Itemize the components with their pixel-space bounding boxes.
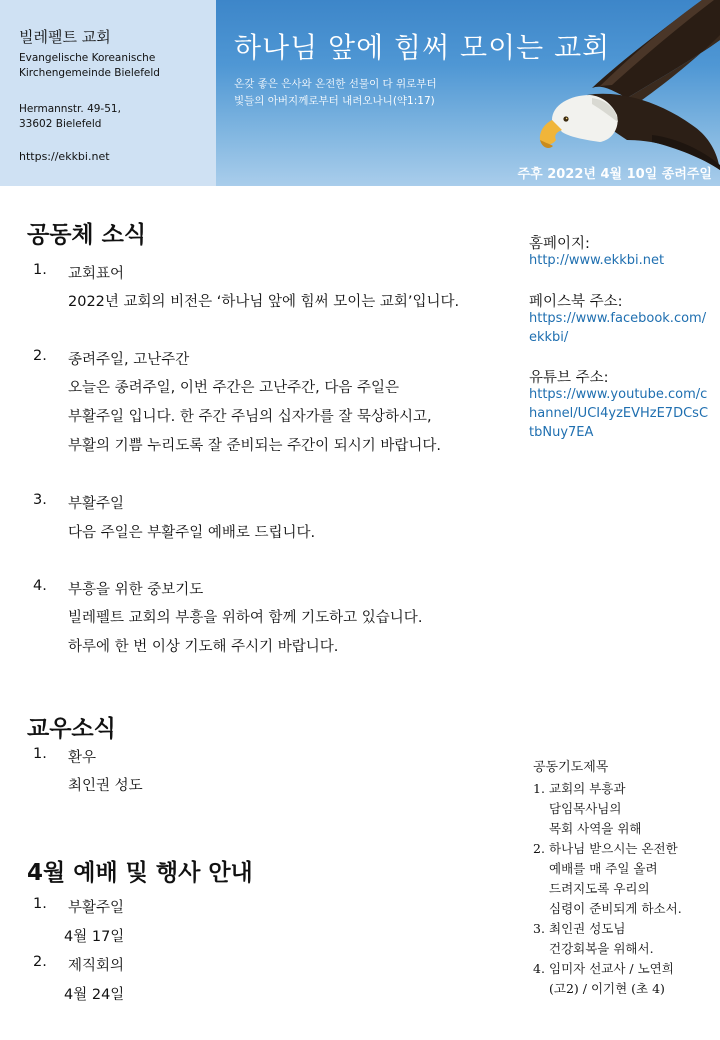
event-item-1-date: 4월 17일	[64, 929, 125, 945]
community-item-2-text-2: 부활주일 입니다. 한 주간 주님의 십자가를 잘 묵상하시고,	[68, 409, 432, 425]
community-item-3-title: 부활주일	[68, 496, 125, 512]
community-item-4-text-2: 하루에 한 번 이상 기도해 주시기 바랍니다.	[68, 639, 339, 655]
service-date: 주후 2022년 4월 10일 종려주일	[517, 167, 712, 182]
community-item-3-text: 다음 주일은 부활주일 예배로 드립니다.	[68, 525, 316, 541]
header-banner	[216, 0, 720, 186]
community-item-1-title: 교회표어	[68, 266, 125, 282]
youtube-link[interactable]: https://www.youtube.com/channel/UCI4yzEVHzE7DCsCtbNuy7EA	[529, 387, 709, 440]
event-item-2-title: 제직회의	[68, 958, 125, 974]
community-item-2-number: 2.	[33, 348, 47, 364]
community-item-3-number: 3.	[33, 492, 47, 508]
prayer-item-number: 1.	[533, 781, 545, 796]
church-german-name-2: Kirchengemeinde Bielefeld	[19, 67, 160, 79]
prayer-item-text: 하나님 받으시는 온전한 예배를 매 주일 올려 드려지도록 우리의 심령이 준비되게 하소서.	[549, 841, 682, 916]
community-item-2-title: 종려주일, 고난주간	[68, 352, 190, 368]
member-item-1-title: 환우	[68, 750, 97, 766]
prayer-item	[533, 919, 682, 959]
church-info-panel	[0, 0, 216, 186]
prayer-item-number: 4.	[533, 961, 545, 976]
event-item-2-number: 2.	[33, 954, 47, 970]
community-item-4-text-1: 빌레펠트 교회의 부흥을 위하여 함께 기도하고 있습니다.	[68, 610, 423, 626]
church-website[interactable]: https://ekkbi.net	[19, 150, 110, 163]
prayer-item	[533, 779, 682, 839]
church-german-name-1: Evangelische Koreanische	[19, 52, 156, 64]
church-name: 빌레펠트 교회	[19, 28, 111, 46]
prayer-item	[533, 959, 682, 999]
community-item-2-text-3: 부활의 기쁨 누리도록 잘 준비되는 주간이 되시기 바랍니다.	[68, 438, 442, 454]
events-title: 4월 예배 및 행사 안내	[27, 860, 253, 886]
prayer-item-text: 임미자 선교사 / 노연희 (고2) / 이기현 (초 4)	[549, 961, 674, 996]
address-line-1: Hermannstr. 49-51,	[19, 103, 121, 115]
prayer-item-number: 3.	[533, 921, 545, 936]
community-news-title: 공동체 소식	[27, 222, 147, 248]
header-verse-line-1: 온갖 좋은 은사와 온전한 선물이 다 위로부터	[234, 78, 437, 90]
member-item-1-text: 최인권 성도	[68, 778, 143, 794]
community-item-1-number: 1.	[33, 262, 47, 278]
community-item-4-number: 4.	[33, 578, 47, 594]
community-item-1-text: 2022년 교회의 비전은 ‘하나님 앞에 힘써 모이는 교회’입니다.	[68, 294, 460, 310]
header-verse-line-2: 빛들의 아버지께로부터 내려오나니(약1:17)	[234, 95, 435, 107]
prayer-item-text: 최인권 성도님 건강회복을 위해서.	[549, 921, 654, 956]
event-item-1-number: 1.	[33, 896, 47, 912]
event-item-1-title: 부활주일	[68, 900, 125, 916]
member-news-title: 교우소식	[27, 716, 116, 742]
community-item-2-text-1: 오늘은 종려주일, 이번 주간은 고난주간, 다음 주일은	[68, 380, 400, 396]
facebook-link[interactable]: https://www.facebook.com/ekkbi/	[529, 311, 707, 345]
homepage-link[interactable]: http://www.ekkbi.net	[529, 253, 665, 268]
address-line-2: 33602 Bielefeld	[19, 118, 102, 130]
facebook-label: 페이스북 주소:	[529, 294, 623, 310]
prayer-title: 공동기도제목	[533, 760, 609, 775]
prayer-item-text: 교회의 부흥과 담임목사님의 목회 사역을 위해	[549, 781, 642, 836]
community-item-4-title: 부흥을 위한 중보기도	[68, 582, 204, 598]
prayer-list	[533, 779, 682, 999]
homepage-label: 홈페이지:	[529, 236, 590, 252]
prayer-item	[533, 839, 682, 919]
event-item-2-date: 4월 24일	[64, 987, 125, 1003]
member-item-1-number: 1.	[33, 746, 47, 762]
prayer-item-number: 2.	[533, 841, 545, 856]
header-title: 하나님 앞에 힘써 모이는 교회	[234, 31, 611, 64]
youtube-label: 유튜브 주소:	[529, 370, 609, 386]
